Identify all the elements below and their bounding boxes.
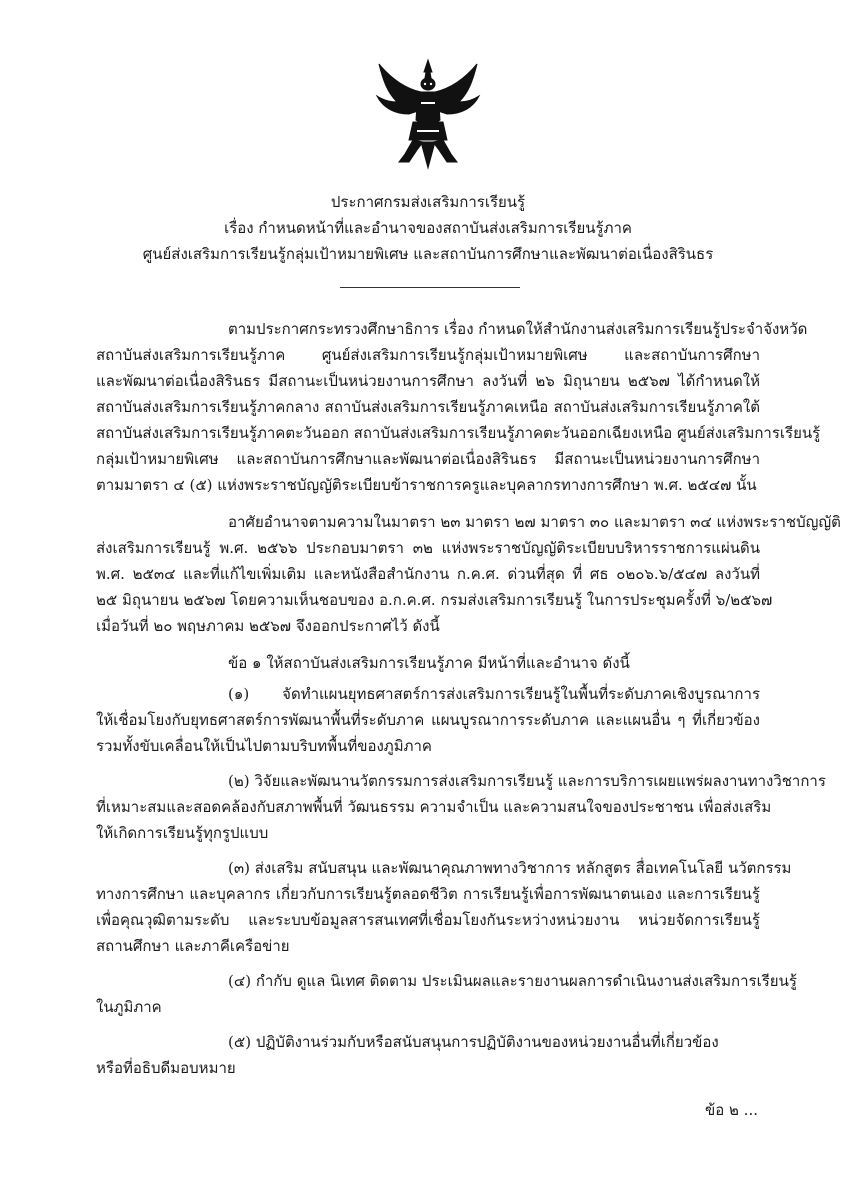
paragraph-1-line: สถาบันส่งเสริมการเรียนรู้ภาค ศูนย์ส่งเสริมการเรียนรู้กลุ่มเป้าหมายพิเศษ และสถาบันการศึกษา bbox=[96, 346, 760, 364]
item-3-line: สถานศึกษา และภาคีเครือข่าย bbox=[96, 937, 290, 955]
item-2-line: ที่เหมาะสมและสอดคล้องกับสภาพพื้นที่ วัฒนธรรม ความจำเป็น และความสนใจของประชาชน เพื่อส่งเสริม bbox=[96, 798, 772, 816]
item-4-line: ในภูมิภาค bbox=[96, 998, 162, 1016]
item-3-line: (๓) ส่งเสริม สนับสนุน และพัฒนาคุณภาพทางวิชาการ หลักสูตร สื่อเทคโนโลยี นวัตกรรม bbox=[228, 859, 792, 877]
paragraph-1-line: กลุ่มเป้าหมายพิเศษ และสถาบันการศึกษาและพัฒนาต่อเนื่องสิรินธร มีสถานะเป็นหน่วยงานการศึกษา bbox=[96, 450, 760, 468]
clause-1-heading: ข้อ ๑ ให้สถาบันส่งเสริมการเรียนรู้ภาค มีหน้าที่และอำนาจ ดังนี้ bbox=[228, 654, 630, 672]
paragraph-2-line: พ.ศ. ๒๕๓๔ และที่แก้ไขเพิ่มเติม และหนังสือสำนักงาน ก.ค.ศ. ด่วนที่สุด ที่ ศธ ๐๒๐๖.๖/๕๔๗ ลงวันที่ bbox=[96, 565, 760, 583]
subject-line-continued: ศูนย์ส่งเสริมการเรียนรู้กลุ่มเป้าหมายพิเศษ และสถาบันการศึกษาและพัฒนาต่อเนื่องสิรินธร bbox=[142, 245, 714, 263]
paragraph-1-line: สถาบันส่งเสริมการเรียนรู้ภาคกลาง สถาบันส่งเสริมการเรียนรู้ภาคเหนือ สถาบันส่งเสริมการเรียนรู้ภาคใต้ bbox=[96, 398, 760, 416]
item-1-line: ให้เชื่อมโยงกับยุทธศาสตร์การพัฒนาพื้นที่ระดับภาค แผนบูรณาการระดับภาค และแผนอื่น ๆ ที่เกี่ยวข้อง bbox=[96, 711, 760, 729]
item-4-line: (๔) กำกับ ดูแล นิเทศ ติดตาม ประเมินผลและรายงานผลการดำเนินงานส่งเสริมการเรียนรู้ bbox=[228, 972, 797, 990]
header-divider bbox=[340, 287, 520, 288]
paragraph-1-line: ตามประกาศกระทรวงศึกษาธิการ เรื่อง กำหนดให้สำนักงานส่งเสริมการเรียนรู้ประจำจังหวัด bbox=[228, 320, 808, 338]
paragraph-1-line: สถาบันส่งเสริมการเรียนรู้ภาคตะวันออก สถาบันส่งเสริมการเรียนรู้ภาคตะวันออกเฉียงเหนือ ศูนย์ส่งเสริมการเรียนรู้ bbox=[96, 424, 821, 442]
item-3-line: ทางการศึกษา และบุคลากร เกี่ยวกับการเรียนรู้ตลอดชีวิต การเรียนรู้เพื่อการพัฒนาตนเอง และการเรียนรู้ bbox=[96, 885, 760, 903]
item-2-line: (๒) วิจัยและพัฒนานวัตกรรมการส่งเสริมการเรียนรู้ และการบริการเผยแพร่ผลงานทางวิชาการ bbox=[228, 772, 826, 790]
paragraph-1-line: และพัฒนาต่อเนื่องสิรินธร มีสถานะเป็นหน่วยงานการศึกษา ลงวันที่ ๒๖ มิถุนายน ๒๕๖๗ ได้กำหนดให้ bbox=[96, 372, 760, 390]
paragraph-2-line: เมื่อวันที่ ๒๐ พฤษภาคม ๒๕๖๗ จึงออกประกาศไว้ ดังนี้ bbox=[96, 617, 440, 635]
paragraph-2-line: ๒๕ มิถุนายน ๒๕๖๗ โดยความเห็นชอบของ อ.ก.ค.ศ. กรมส่งเสริมการเรียนรู้ ในการประชุมครั้งที่ ๖/๒๕๖๗ bbox=[96, 591, 773, 609]
paragraph-2-line: ส่งเสริมการเรียนรู้ พ.ศ. ๒๕๖๖ ประกอบมาตรา ๓๒ แห่งพระราชบัญญัติระเบียบบริหารราชการแผ่นดิน bbox=[96, 539, 760, 557]
item-1-line: (๑) จัดทำแผนยุทธศาสตร์การส่งเสริมการเรียนรู้ในพื้นที่ระดับภาคเชิงบูรณาการ bbox=[228, 685, 760, 703]
item-2-line: ให้เกิดการเรียนรู้ทุกรูปแบบ bbox=[96, 824, 269, 842]
paragraph-2-line: อาศัยอำนาจตามความในมาตรา ๒๓ มาตรา ๒๗ มาตรา ๓๐ และมาตรา ๓๔ แห่งพระราชบัญญัติ bbox=[228, 513, 841, 531]
announcement-title: ประกาศกรมส่งเสริมการเรียนรู้ bbox=[330, 193, 526, 211]
subject-line: เรื่อง กำหนดหน้าที่และอำนาจของสถาบันส่งเสริมการเรียนรู้ภาค bbox=[224, 219, 632, 237]
page-continuation: ข้อ ๒ ... bbox=[705, 1101, 758, 1119]
item-3-line: เพื่อคุณวุฒิตามระดับ และระบบข้อมูลสารสนเทศที่เชื่อมโยงกันระหว่างหน่วยงาน หน่วยจัดการเรียนรู้ bbox=[96, 911, 760, 929]
item-1-line: รวมทั้งขับเคลื่อนให้เป็นไปตามบริบทพื้นที่ของภูมิภาค bbox=[96, 737, 432, 755]
item-5-line: (๕) ปฏิบัติงานร่วมกับหรือสนับสนุนการปฏิบัติงานของหน่วยงานอื่นที่เกี่ยวข้อง bbox=[228, 1033, 719, 1051]
item-5-line: หรือที่อธิบดีมอบหมาย bbox=[96, 1059, 236, 1077]
paragraph-1-line: ตามมาตรา ๔ (๕) แห่งพระราชบัญญัติระเบียบข้าราชการครูและบุคลากรทางการศึกษา พ.ศ. ๒๕๔๗ นั้น bbox=[96, 476, 757, 494]
garuda-emblem-icon bbox=[373, 58, 483, 170]
